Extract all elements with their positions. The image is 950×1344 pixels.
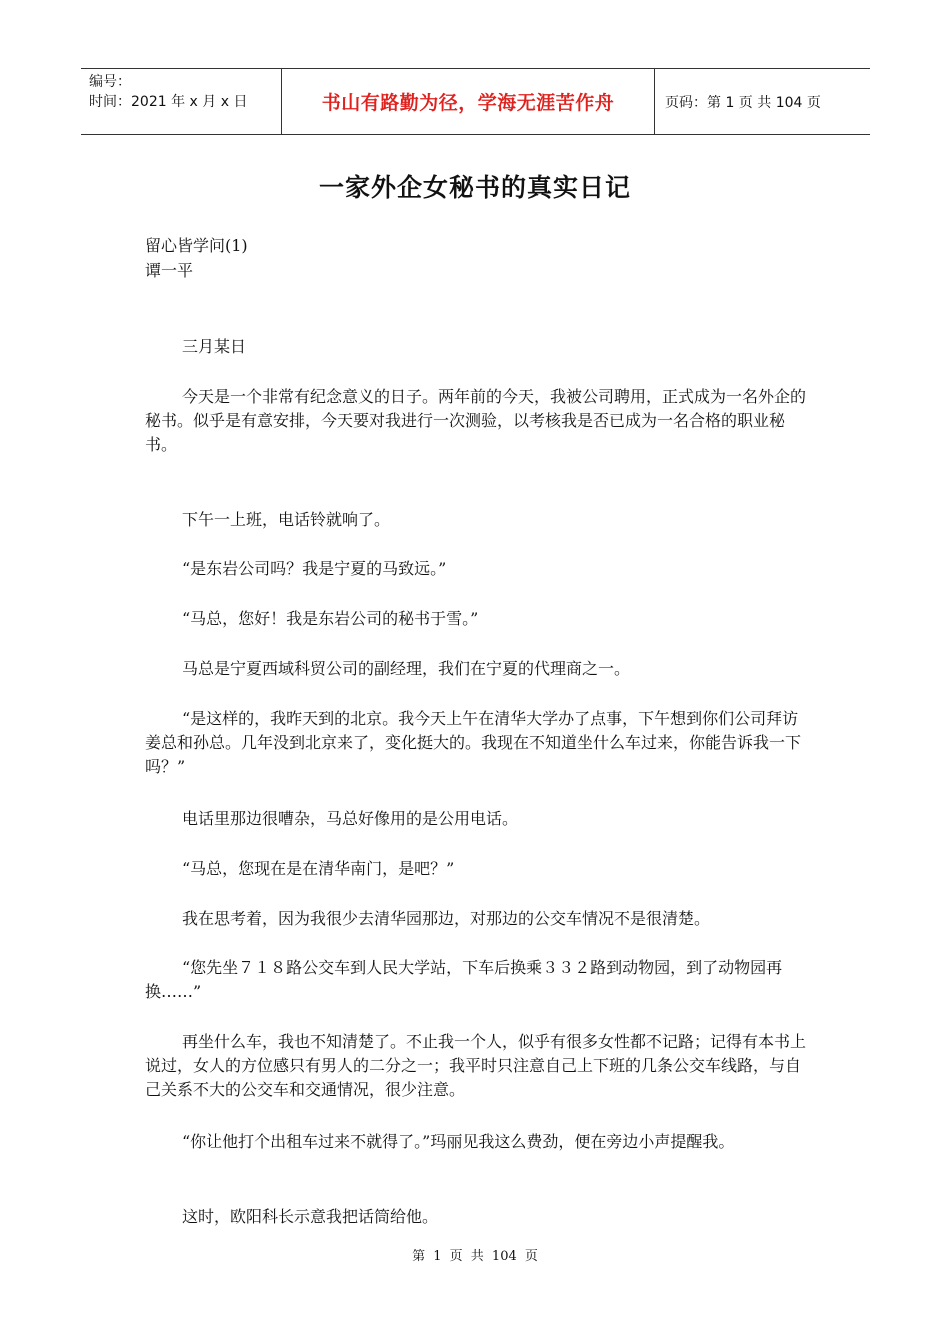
number-label: 编号：: [89, 74, 131, 90]
date-label: 时间：2021 年 x 月 x 日: [89, 94, 248, 110]
paragraph: “是东岩公司吗？我是宁夏的马致远。”: [182, 559, 447, 578]
subtitle: 留心皆学问(1): [145, 236, 248, 255]
paragraph: “马总，您好！我是东岩公司的秘书于雪。”: [182, 609, 479, 628]
paragraph: “马总，您现在是在清华南门，是吧？”: [182, 859, 455, 878]
paragraph: “你让他打个出租车过来不就得了。”玛丽见我这么费劲，便在旁边小声提醒我。: [182, 1132, 735, 1151]
document-header: [81, 68, 870, 135]
paragraph: “您先坐７１８路公交车到人民大学站，下车后换乘３３２路到动物园，到了动物园再换……”: [145, 958, 783, 1001]
paragraph: 下午一上班，电话铃就响了。: [182, 510, 391, 529]
paragraph: “是这样的，我昨天到的北京。我今天上午在清华大学办了点事，下午想到你们公司拜访姜总和孙总。几年没到北京来了，变化挺大的。我现在不知道坐什么车过来，你能告诉我一下吗？”: [145, 709, 802, 776]
paragraph: 这时，欧阳科长示意我把话筒给他。: [182, 1207, 439, 1226]
header-motto-cell: [282, 69, 655, 134]
motto-text: 书山有路勤为径，学海无涯苦作舟: [321, 92, 615, 114]
paragraph: 今天是一个非常有纪念意义的日子。两年前的今天，我被公司聘用，正式成为一名外企的秘书。似乎是有意安排，今天要对我进行一次测验，以考核我是否已成为一名合格的职业秘书。: [145, 387, 807, 454]
page-info: 页码：第 1 页 共 104 页: [665, 94, 821, 111]
date-heading: 三月某日: [182, 337, 247, 356]
author-name: 谭一平: [145, 261, 194, 280]
paragraph: 我在思考着，因为我很少去清华园那边，对那边的公交车情况不是很清楚。: [182, 909, 711, 928]
document-title: 一家外企女秘书的真实日记: [318, 173, 631, 202]
header-meta-cell: [81, 69, 282, 134]
paragraph: 电话里那边很嘈杂，马总好像用的是公用电话。: [182, 809, 519, 828]
paragraph: 再坐什么车，我也不知清楚了。不止我一个人，似乎有很多女性都不记路；记得有本书上说过，女人的方位感只有男人的二分之一；我平时只注意自己上下班的几条公交车线路，与自己关系不大的公交车和交通情况，很少注意。: [145, 1032, 807, 1099]
page-footer: 第 1 页 共 104 页: [412, 1249, 538, 1264]
header-page-cell: [655, 69, 870, 134]
paragraph: 马总是宁夏西域科贸公司的副经理，我们在宁夏的代理商之一。: [182, 659, 631, 678]
